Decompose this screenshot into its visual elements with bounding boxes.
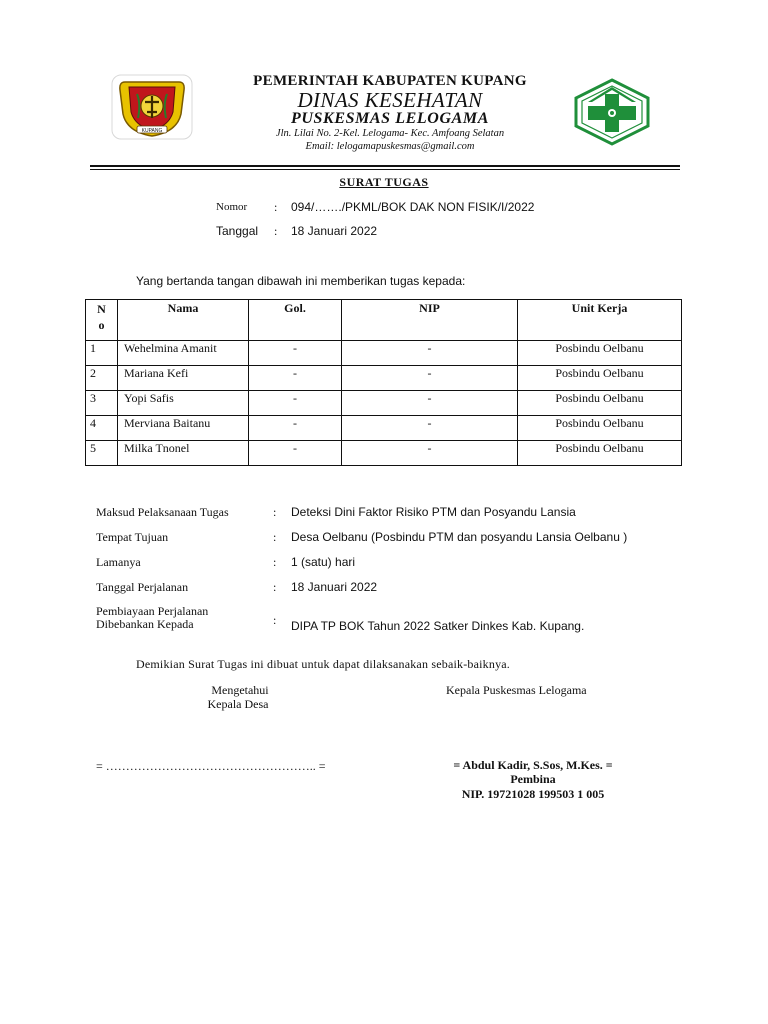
row-nip-cell: - bbox=[342, 441, 518, 466]
sig-right-nip: NIP. 19721028 199503 1 005 bbox=[461, 787, 605, 801]
row-gol-cell: - bbox=[249, 441, 342, 466]
row-unit-cell: Posbindu Oelbanu bbox=[518, 341, 682, 366]
row-nip-cell: - bbox=[342, 416, 518, 441]
detail-colon: : bbox=[273, 555, 277, 569]
table-row bbox=[86, 366, 682, 391]
row-nip-cell: - bbox=[342, 341, 518, 366]
row-unit-cell: Posbindu Oelbanu bbox=[518, 391, 682, 416]
document-title: SURAT TUGAS bbox=[339, 175, 429, 189]
row-nama-cell: Mariana Kefi bbox=[118, 366, 249, 391]
sig-left-name-placeholder: = …………………………………………….. = bbox=[96, 759, 326, 773]
letterhead-government: PEMERINTAH KABUPATEN KUPANG bbox=[253, 73, 527, 89]
row-gol-cell: - bbox=[249, 341, 342, 366]
detail-label-tanggal: Tanggal Perjalanan bbox=[96, 580, 189, 594]
row-nama-cell: Milka Tnonel bbox=[118, 441, 249, 466]
closing-statement: Demikian Surat Tugas ini dibuat untuk dapat dilaksanakan sebaik-baiknya. bbox=[136, 657, 511, 671]
row-no-cell: 5 bbox=[86, 441, 118, 466]
letterhead-email: Email: lelogamapuskesmas@gmail.com bbox=[305, 141, 475, 152]
row-unit-cell: Posbindu Oelbanu bbox=[518, 441, 682, 466]
tanggal-label: Tanggal bbox=[216, 224, 259, 238]
detail-value-pembiayaan: DIPA TP BOK Tahun 2022 Satker Dinkes Kab. Kupang. bbox=[291, 619, 585, 633]
nomor-colon: : bbox=[274, 200, 278, 214]
header-nip: NIP bbox=[342, 300, 518, 341]
nomor-label: Nomor bbox=[216, 201, 248, 213]
row-nama-cell: Wehelmina Amanit bbox=[118, 341, 249, 366]
row-nama-cell: Merviana Baitanu bbox=[118, 416, 249, 441]
logo-ribbon-text: KUPANG bbox=[141, 128, 163, 134]
detail-colon: : bbox=[273, 580, 277, 594]
header-no: N o bbox=[86, 300, 118, 341]
row-no-cell: 3 bbox=[86, 391, 118, 416]
row-no-cell: 2 bbox=[86, 366, 118, 391]
detail-value-tempat: Desa Oelbanu (Posbindu PTM dan posyandu Lansia Oelbanu ) bbox=[291, 530, 628, 544]
header-unit-kerja: Unit Kerja bbox=[518, 300, 682, 341]
kupang-regency-logo bbox=[111, 74, 193, 140]
row-gol-cell: - bbox=[249, 391, 342, 416]
header-rule-thick bbox=[90, 165, 680, 167]
detail-colon: : bbox=[273, 530, 277, 544]
letterhead-department: DINAS KESEHATAN bbox=[297, 88, 483, 112]
table-header-row bbox=[86, 300, 682, 341]
detail-colon: : bbox=[273, 613, 277, 627]
table-row bbox=[86, 416, 682, 441]
letterhead-address: Jln. Lilai No. 2-Kel. Lelogama- Kec. Amfoang Selatan bbox=[275, 128, 505, 139]
tanggal-colon: : bbox=[274, 224, 278, 238]
nomor-value: 094/……./PKML/BOK DAK NON FISIK/I/2022 bbox=[291, 200, 535, 214]
sig-right-name: = Abdul Kadir, S.Sos, M.Kes. = bbox=[453, 758, 613, 772]
row-no-cell: 1 bbox=[86, 341, 118, 366]
row-nama-cell: Yopi Safis bbox=[118, 391, 249, 416]
detail-value-maksud: Deteksi Dini Faktor Risiko PTM dan Posyandu Lansia bbox=[291, 505, 576, 519]
row-gol-cell: - bbox=[249, 366, 342, 391]
row-nip-cell: - bbox=[342, 366, 518, 391]
header-rule-thin bbox=[90, 169, 680, 170]
sig-left-acknowledge: Mengetahui bbox=[211, 683, 269, 697]
row-nip-cell: - bbox=[342, 391, 518, 416]
detail-value-lamanya: 1 (satu) hari bbox=[291, 555, 356, 569]
sig-right-rank: Pembina bbox=[510, 772, 556, 786]
tanggal-value: 18 Januari 2022 bbox=[291, 224, 378, 238]
sig-right-role: Kepala Puskesmas Lelogama bbox=[446, 683, 587, 697]
table-row bbox=[86, 391, 682, 416]
detail-label-pembiayaan: Pembiayaan Perjalanan Dibebankan Kepada bbox=[96, 604, 209, 631]
row-unit-cell: Posbindu Oelbanu bbox=[518, 416, 682, 441]
row-gol-cell: - bbox=[249, 416, 342, 441]
detail-label-tempat: Tempat Tujuan bbox=[96, 530, 169, 544]
intro-text: Yang bertanda tangan dibawah ini memberikan tugas kepada: bbox=[136, 274, 466, 288]
table-row bbox=[86, 441, 682, 466]
header-nama: Nama bbox=[118, 300, 249, 341]
header-gol: Gol. bbox=[249, 300, 342, 341]
staff-table bbox=[85, 299, 682, 466]
row-no-cell: 4 bbox=[86, 416, 118, 441]
detail-value-tanggal: 18 Januari 2022 bbox=[291, 580, 378, 594]
row-unit-cell: Posbindu Oelbanu bbox=[518, 366, 682, 391]
detail-label-lamanya: Lamanya bbox=[96, 555, 141, 569]
detail-colon: : bbox=[273, 505, 277, 519]
detail-label-maksud: Maksud Pelaksanaan Tugas bbox=[96, 505, 229, 519]
sig-left-role: Kepala Desa bbox=[207, 697, 269, 711]
table-row bbox=[86, 341, 682, 366]
letterhead-institution: PUSKESMAS LELOGAMA bbox=[291, 110, 489, 127]
